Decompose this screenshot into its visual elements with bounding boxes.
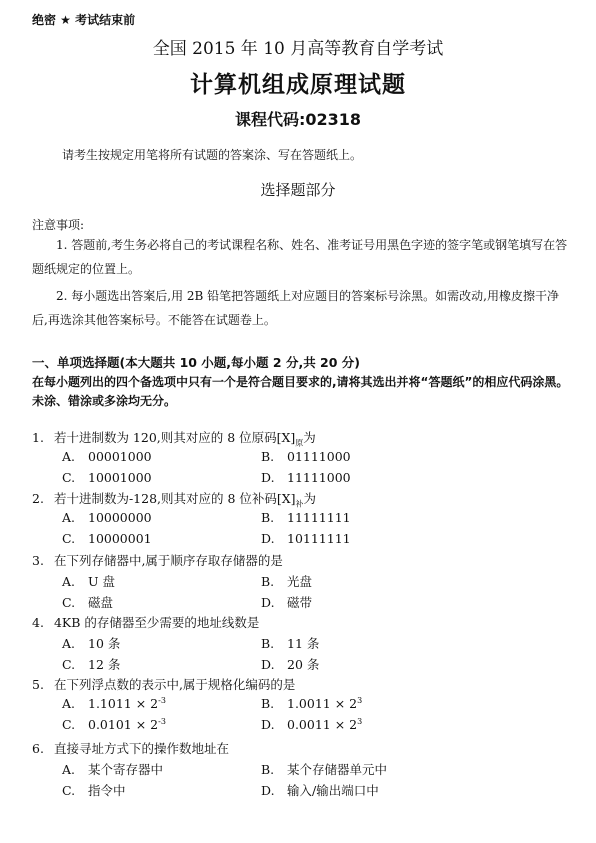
option-a (62, 760, 163, 778)
option-a (62, 572, 115, 590)
option-d (261, 470, 351, 485)
option-c (62, 655, 120, 673)
note-item-1: 1. 答题前,考生务必将自己的考试课程名称、姓名、准考证号用黑色字迹的签字笔或钢笔填写在答题纸规定的位置上。 (32, 238, 568, 276)
option-label: C. (62, 717, 76, 733)
question-stem (32, 551, 283, 569)
question-text: 在下列存储器中,属于顺序存取存储器的是 (53, 553, 283, 568)
option-text: 0.0101 × 2 (88, 717, 159, 733)
question-text: 在下列浮点数的表示中,属于规格化编码的是 (53, 677, 296, 692)
option-b (261, 572, 312, 590)
question-number: 1. (32, 430, 44, 445)
option-text: 01111000 (287, 449, 351, 464)
question-text: 若十进制数为-128,则其对应的 8 位补码[X] (53, 491, 296, 506)
option-label: A. (62, 574, 76, 589)
option-c (62, 717, 166, 732)
note-item-2: 2. 每小题选出答案后,用 2B 铅笔把答题纸上对应题目的答案标号涂黑。如需改动,用橡皮擦干净后,再选涂其他答案标号。不能答在试题卷上。 (32, 289, 559, 327)
option-text: 10 条 (88, 636, 121, 651)
question-text-tail: 为 (303, 430, 316, 445)
option-label: D. (261, 595, 275, 610)
option-label: D. (261, 783, 275, 798)
option-exponent: -3 (158, 696, 166, 705)
option-text: 11 条 (287, 636, 320, 651)
question-number: 3. (32, 553, 44, 568)
option-text: 10001000 (88, 470, 152, 485)
option-c (62, 531, 152, 546)
option-d (261, 655, 319, 673)
option-label: A. (62, 696, 76, 712)
question-stem (32, 675, 295, 693)
question-subscript: 原 (295, 438, 304, 448)
option-text: 磁盘 (88, 595, 114, 610)
option-exponent: 3 (357, 696, 363, 705)
subject-title: 计算机组成原理试题 (190, 72, 406, 98)
option-label: C. (62, 595, 76, 610)
option-text: 1.1011 × 2 (88, 696, 159, 712)
option-a (62, 696, 166, 711)
option-d (261, 781, 379, 799)
question-number: 4. (32, 615, 44, 630)
option-text: 输入/输出端口中 (287, 783, 379, 798)
option-text: 光盘 (287, 574, 313, 589)
option-label: C. (62, 531, 76, 546)
option-b (261, 634, 319, 652)
option-label: A. (62, 510, 76, 525)
secret-label: 绝密 ★ 考试结束前 (32, 13, 136, 27)
option-label: A. (62, 636, 76, 651)
option-label: C. (62, 783, 76, 798)
option-text: 20 条 (287, 657, 320, 672)
option-d (261, 593, 312, 611)
part-one-heading: 一、单项选择题(本大题共 10 小题,每小题 2 分,共 20 分) (32, 355, 361, 370)
option-text: 0.0011 × 2 (287, 717, 358, 733)
option-exponent: -3 (158, 717, 166, 726)
option-exponent: 3 (357, 717, 363, 726)
notes-heading: 注意事项: (32, 218, 85, 232)
answer-instruction: 请考生按规定用笔将所有试题的答案涂、写在答题纸上。 (62, 148, 363, 162)
option-b (261, 696, 362, 711)
option-text: 11111111 (287, 510, 351, 525)
question-stem (32, 489, 316, 510)
question-subscript: 补 (295, 499, 304, 509)
question-number: 6. (32, 741, 44, 756)
option-text: 10111111 (287, 531, 351, 546)
option-text: 某个存储器单元中 (287, 762, 388, 777)
option-text: 磁带 (287, 595, 313, 610)
option-text: 某个寄存器中 (88, 762, 164, 777)
option-text: 12 条 (88, 657, 121, 672)
option-label: D. (261, 717, 275, 733)
question-text: 4KB 的存储器至少需要的地址线数是 (53, 615, 260, 630)
option-label: A. (62, 762, 76, 777)
option-b (261, 449, 351, 464)
option-label: D. (261, 531, 275, 546)
option-label: D. (261, 470, 275, 485)
option-d (261, 531, 351, 546)
question-stem (32, 739, 229, 757)
option-a (62, 449, 152, 464)
option-label: B. (261, 449, 275, 464)
option-label: B. (261, 762, 275, 777)
question-text: 若十进制数为 120,则其对应的 8 位原码[X] (53, 430, 296, 445)
option-a (62, 634, 120, 652)
option-c (62, 593, 113, 611)
option-b (261, 760, 387, 778)
part-one-description: 在每小题列出的四个备选项中只有一个是符合题目要求的,请将其选出并将“答题纸”的相应代码涂黑。未涂、错涂或多涂均无分。 (32, 375, 569, 408)
question-stem (32, 428, 316, 449)
course-code: 课程代码:02318 (234, 110, 362, 129)
option-label: A. (62, 449, 76, 464)
option-label: B. (261, 636, 275, 651)
option-text: 10000001 (88, 531, 152, 546)
option-label: C. (62, 657, 76, 672)
option-text: 指令中 (88, 783, 126, 798)
option-b (261, 510, 351, 525)
option-c (62, 470, 152, 485)
option-text: U 盘 (88, 574, 116, 589)
option-label: B. (261, 510, 275, 525)
option-text: 11111000 (287, 470, 351, 485)
question-stem (32, 613, 259, 631)
option-label: D. (261, 657, 275, 672)
question-number: 5. (32, 677, 44, 692)
option-label: B. (261, 574, 275, 589)
option-label: B. (261, 696, 275, 712)
question-text-tail: 为 (303, 491, 317, 506)
option-d (261, 717, 362, 732)
option-c (62, 781, 126, 799)
question-number: 2. (32, 491, 44, 506)
option-text: 00001000 (88, 449, 152, 464)
question-text: 直接寻址方式下的操作数地址在 (53, 741, 229, 756)
option-text: 10000000 (88, 510, 152, 525)
option-text: 1.0011 × 2 (287, 696, 358, 712)
section-title: 选择题部分 (260, 181, 336, 199)
exam-title: 全国 2015 年 10 月高等教育自学考试 (152, 39, 444, 59)
option-a (62, 510, 152, 525)
option-label: C. (62, 470, 76, 485)
